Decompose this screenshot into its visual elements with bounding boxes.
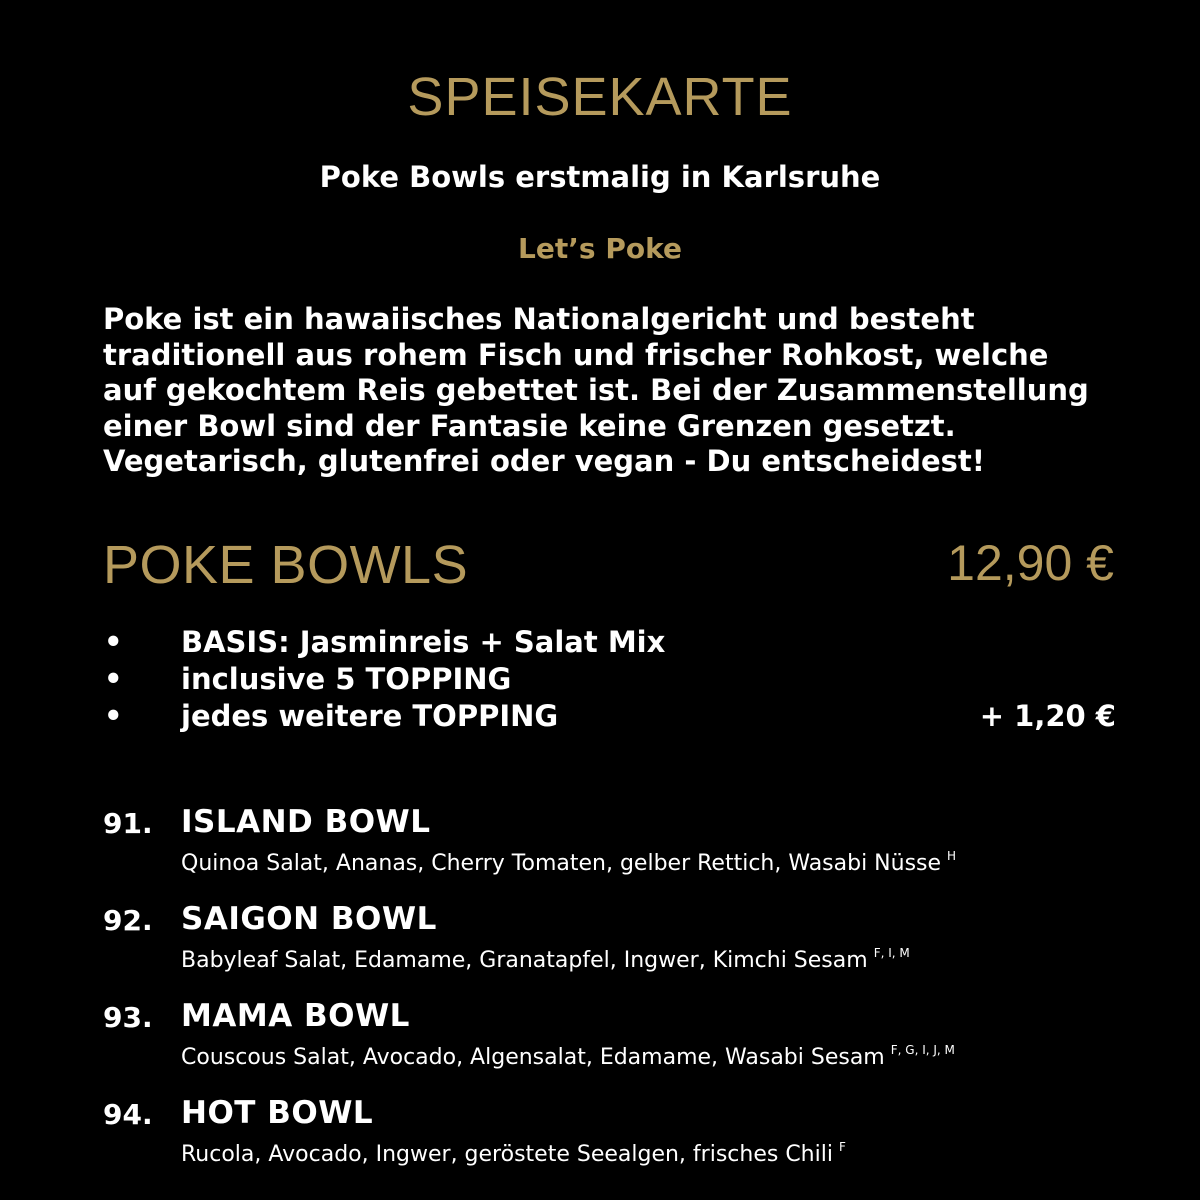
bowl-info-text: jedes weitere TOPPING	[181, 699, 559, 733]
bowl-info-text: BASIS: Jasminreis + Salat Mix	[181, 625, 666, 659]
menu-item-description	[181, 946, 910, 973]
menu-item	[103, 998, 1103, 1095]
page-subtitle: Poke Bowls erstmalig in Karlsruhe	[319, 160, 881, 194]
menu-item-description	[181, 849, 956, 876]
menu-item-number: 91.	[103, 807, 153, 840]
menu-item-description	[181, 1043, 955, 1070]
bowl-info-price: + 1,20 €	[979, 699, 1116, 733]
menu-item	[103, 804, 1103, 901]
menu-item-number: 94.	[103, 1098, 153, 1131]
bullet-icon: •	[104, 625, 123, 659]
menu-item-ingredients: Babyleaf Salat, Edamame, Granatapfel, Ingwer, Kimchi Sesam	[181, 948, 868, 973]
menu-item	[103, 1095, 1103, 1192]
menu-item-name: SAIGON BOWL	[181, 901, 437, 937]
menu-item-description	[181, 1140, 846, 1167]
menu-item-number: 92.	[103, 904, 153, 937]
menu-item-ingredients: Quinoa Salat, Ananas, Cherry Tomaten, gelber Rettich, Wasabi Nüsse	[181, 851, 942, 876]
bowl-info-item	[100, 698, 1116, 735]
bowl-info-item	[100, 661, 1116, 698]
bowl-info-item	[100, 624, 1116, 661]
menu-item-allergens: H	[947, 849, 957, 863]
menu-item-allergens: F, I, M	[873, 946, 910, 960]
menu-item	[103, 901, 1103, 998]
menu-item-ingredients: Couscous Salat, Avocado, Algensalat, Edamame, Wasabi Sesam	[181, 1045, 885, 1070]
section-price: 12,90 €	[947, 535, 1114, 591]
section-title: POKE BOWLS	[103, 535, 469, 595]
menu-item-name: HOT BOWL	[181, 1095, 374, 1131]
bowl-info-text: inclusive 5 TOPPING	[181, 662, 512, 696]
bullet-icon: •	[104, 699, 123, 733]
menu-item-allergens: F, G, I, J, M	[890, 1043, 955, 1057]
page-title: SPEISEKARTE	[407, 67, 793, 127]
bowl-info-list	[100, 624, 1116, 735]
bullet-icon: •	[104, 662, 123, 696]
menu-item-ingredients: Rucola, Avocado, Ingwer, geröstete Seealgen, frisches Chili	[181, 1142, 833, 1167]
tagline: Let’s Poke	[518, 232, 682, 265]
intro-text: Poke ist ein hawaiisches Nationalgericht und besteht traditionell aus rohem Fisch und frischer Rohkost, welche auf gekochtem Reis gebettet ist. Bei der Zusammenstellung einer Bowl sind der Fantasie keine Grenzen gesetzt. Vegetarisch, glutenfrei oder vegan - Du entscheidest!	[103, 302, 1089, 478]
menu-item-name: ISLAND BOWL	[181, 804, 431, 840]
menu-item-list	[103, 804, 1103, 1192]
menu-item-allergens: F	[838, 1140, 846, 1154]
menu-item-name: MAMA BOWL	[181, 998, 410, 1034]
menu-item-number: 93.	[103, 1001, 153, 1034]
